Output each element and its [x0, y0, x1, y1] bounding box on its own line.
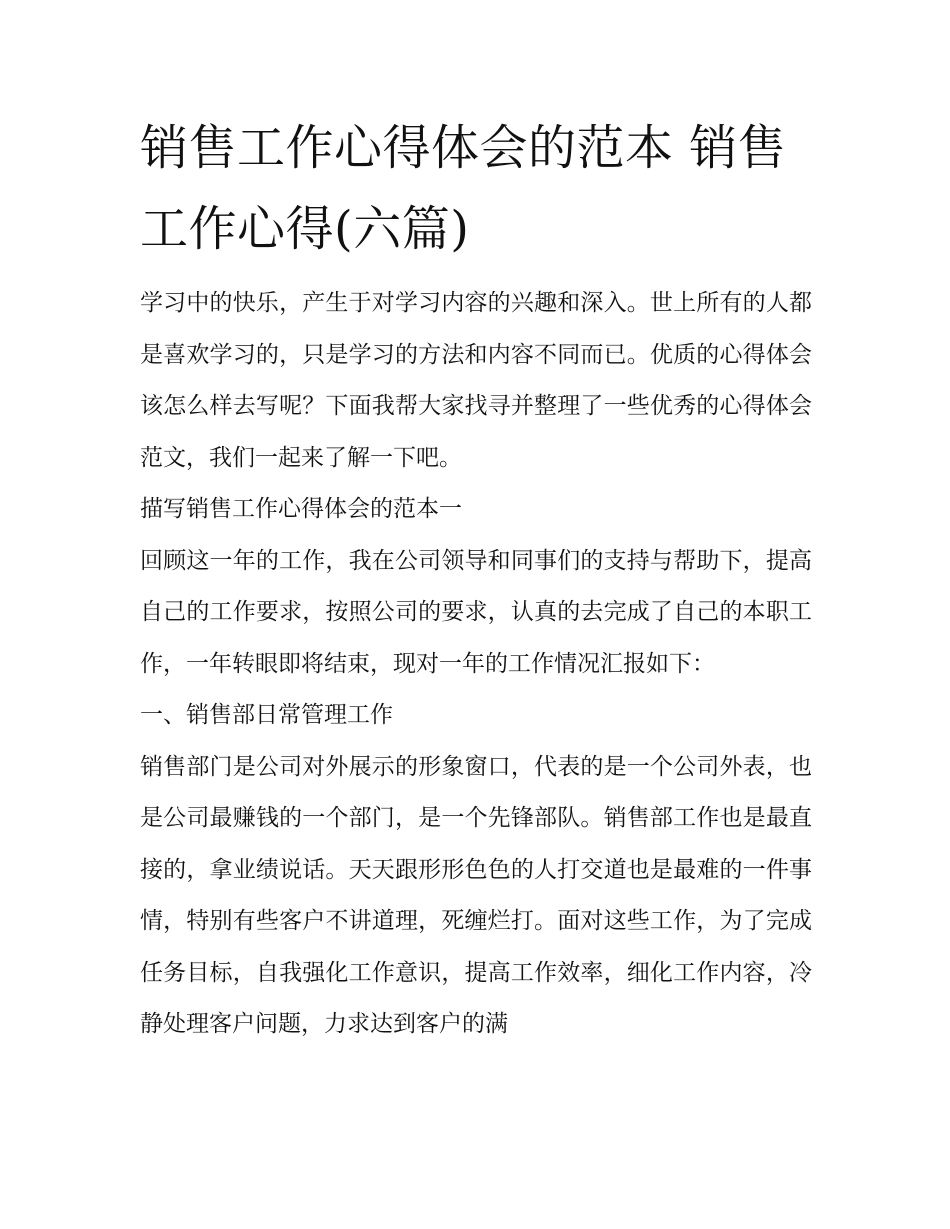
section-heading-daily-management: 一、销售部日常管理工作 — [140, 702, 393, 728]
title-block — [140, 108, 812, 270]
paragraph-sales-department: 销售部门是公司对外展示的形象窗口，代表的是一个公司外表，也是公司最赚钱的一个部门，是一个先锋部队。销售部工作也是最直接的，拿业绩说话。天天跟形形色色的人打交道也是最难的一件事情，特别有些客户不讲道理，死缠烂打。面对这些工作，为了完成任务目标，自我强化工作意识，提高工作效率，细化工作内容，冷静处理客户问题，力求达到客户的满 — [140, 753, 812, 1037]
paragraph-review: 回顾这一年的工作，我在公司领导和同事们的支持与帮助下，提高自己的工作要求，按照公司的要求，认真的去完成了自己的本职工作，一年转眼即将结束，现对一年的工作情况汇报如下： — [140, 547, 812, 677]
section-heading-example-one: 描写销售工作心得体会的范本一 — [140, 496, 462, 522]
document-page — [140, 108, 812, 1051]
document-title: 销售工作心得体会的范本 销售工作心得(六篇) — [140, 120, 787, 257]
paragraph-intro: 学习中的快乐，产生于对学习内容的兴趣和深入。世上所有的人都是喜欢学习的，只是学习的方法和内容不同而已。优质的心得体会该怎么样去写呢？下面我帮大家找寻并整理了一些优秀的心得体会范文，我们一起来了解一下吧。 — [140, 290, 812, 471]
